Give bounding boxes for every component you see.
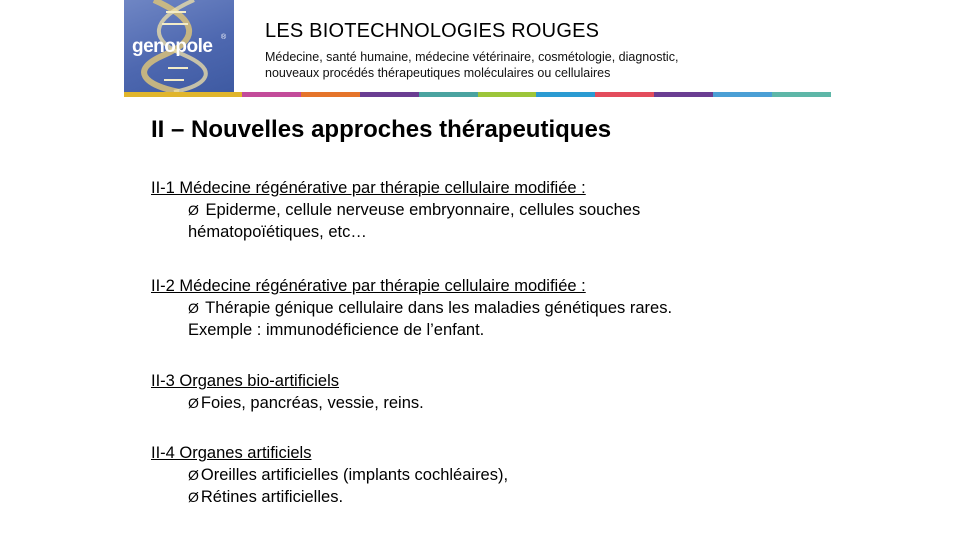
header-subtitle-line1: Médecine, santé humaine, médecine vétérinaire, cosmétologie, diagnostic,	[265, 50, 679, 64]
bullet-continuation: hématopoïétiques, etc…	[188, 223, 367, 241]
header-color-bar	[124, 92, 831, 97]
color-bar-segment	[536, 92, 595, 97]
page-title: II – Nouvelles approches thérapeutiques	[151, 116, 612, 143]
bullet-item	[188, 464, 508, 486]
section-body	[188, 392, 424, 414]
bullet-text: Rétines artificielles.	[200, 488, 344, 506]
section-ii-1	[151, 178, 640, 243]
color-bar-segment	[654, 92, 713, 97]
logo-registered-mark: ®	[221, 34, 227, 41]
arrow-bullet-icon: Ø	[188, 489, 199, 505]
section-ii-2	[151, 276, 672, 341]
bullet-text: Oreilles artificielles (implants cochléaires),	[200, 466, 509, 484]
color-bar-segment	[242, 92, 301, 97]
logo-text: genopole	[132, 36, 213, 57]
section-title: II-3 Organes bio-artificiels	[151, 372, 339, 390]
arrow-bullet-icon: Ø	[188, 300, 199, 316]
section-body	[188, 464, 508, 508]
section-body	[188, 199, 640, 243]
section-title: II-4 Organes artificiels	[151, 444, 312, 462]
color-bar-segment	[124, 92, 183, 97]
color-bar-segment	[183, 92, 242, 97]
color-bar-segment	[419, 92, 478, 97]
color-bar-segment	[360, 92, 419, 97]
section-ii-4	[151, 443, 508, 508]
section-ii-3	[151, 371, 424, 414]
header-subtitle-line2: nouveaux procédés thérapeutiques moléculaires ou cellulaires	[265, 66, 611, 80]
color-bar-segment	[595, 92, 654, 97]
bullet-continuation: Exemple : immunodéficience de l’enfant.	[188, 321, 485, 339]
bullet-text: Foies, pancréas, vessie, reins.	[200, 394, 424, 412]
header-subtitle	[265, 49, 825, 81]
section-body	[188, 297, 672, 341]
bullet-item	[188, 199, 640, 221]
color-bar-segment	[478, 92, 537, 97]
bullet-text: Epiderme, cellule nerveuse embryonnaire, cellules souches	[200, 201, 641, 219]
header-title: LES BIOTECHNOLOGIES ROUGES	[265, 20, 600, 42]
bullet-text: Thérapie génique cellulaire dans les maladies génétiques rares.	[200, 299, 673, 317]
bullet-item	[188, 297, 672, 319]
color-bar-segment	[301, 92, 360, 97]
arrow-bullet-icon: Ø	[188, 202, 199, 218]
arrow-bullet-icon: Ø	[188, 395, 199, 411]
color-bar-segment	[713, 92, 772, 97]
section-title: II-2 Médecine régénérative par thérapie cellulaire modifiée :	[151, 277, 586, 295]
color-bar-segment	[772, 92, 831, 97]
arrow-bullet-icon: Ø	[188, 467, 199, 483]
genopole-logo	[124, 0, 234, 92]
bullet-item	[188, 392, 424, 414]
bullet-item	[188, 486, 508, 508]
section-title: II-1 Médecine régénérative par thérapie cellulaire modifiée :	[151, 179, 586, 197]
